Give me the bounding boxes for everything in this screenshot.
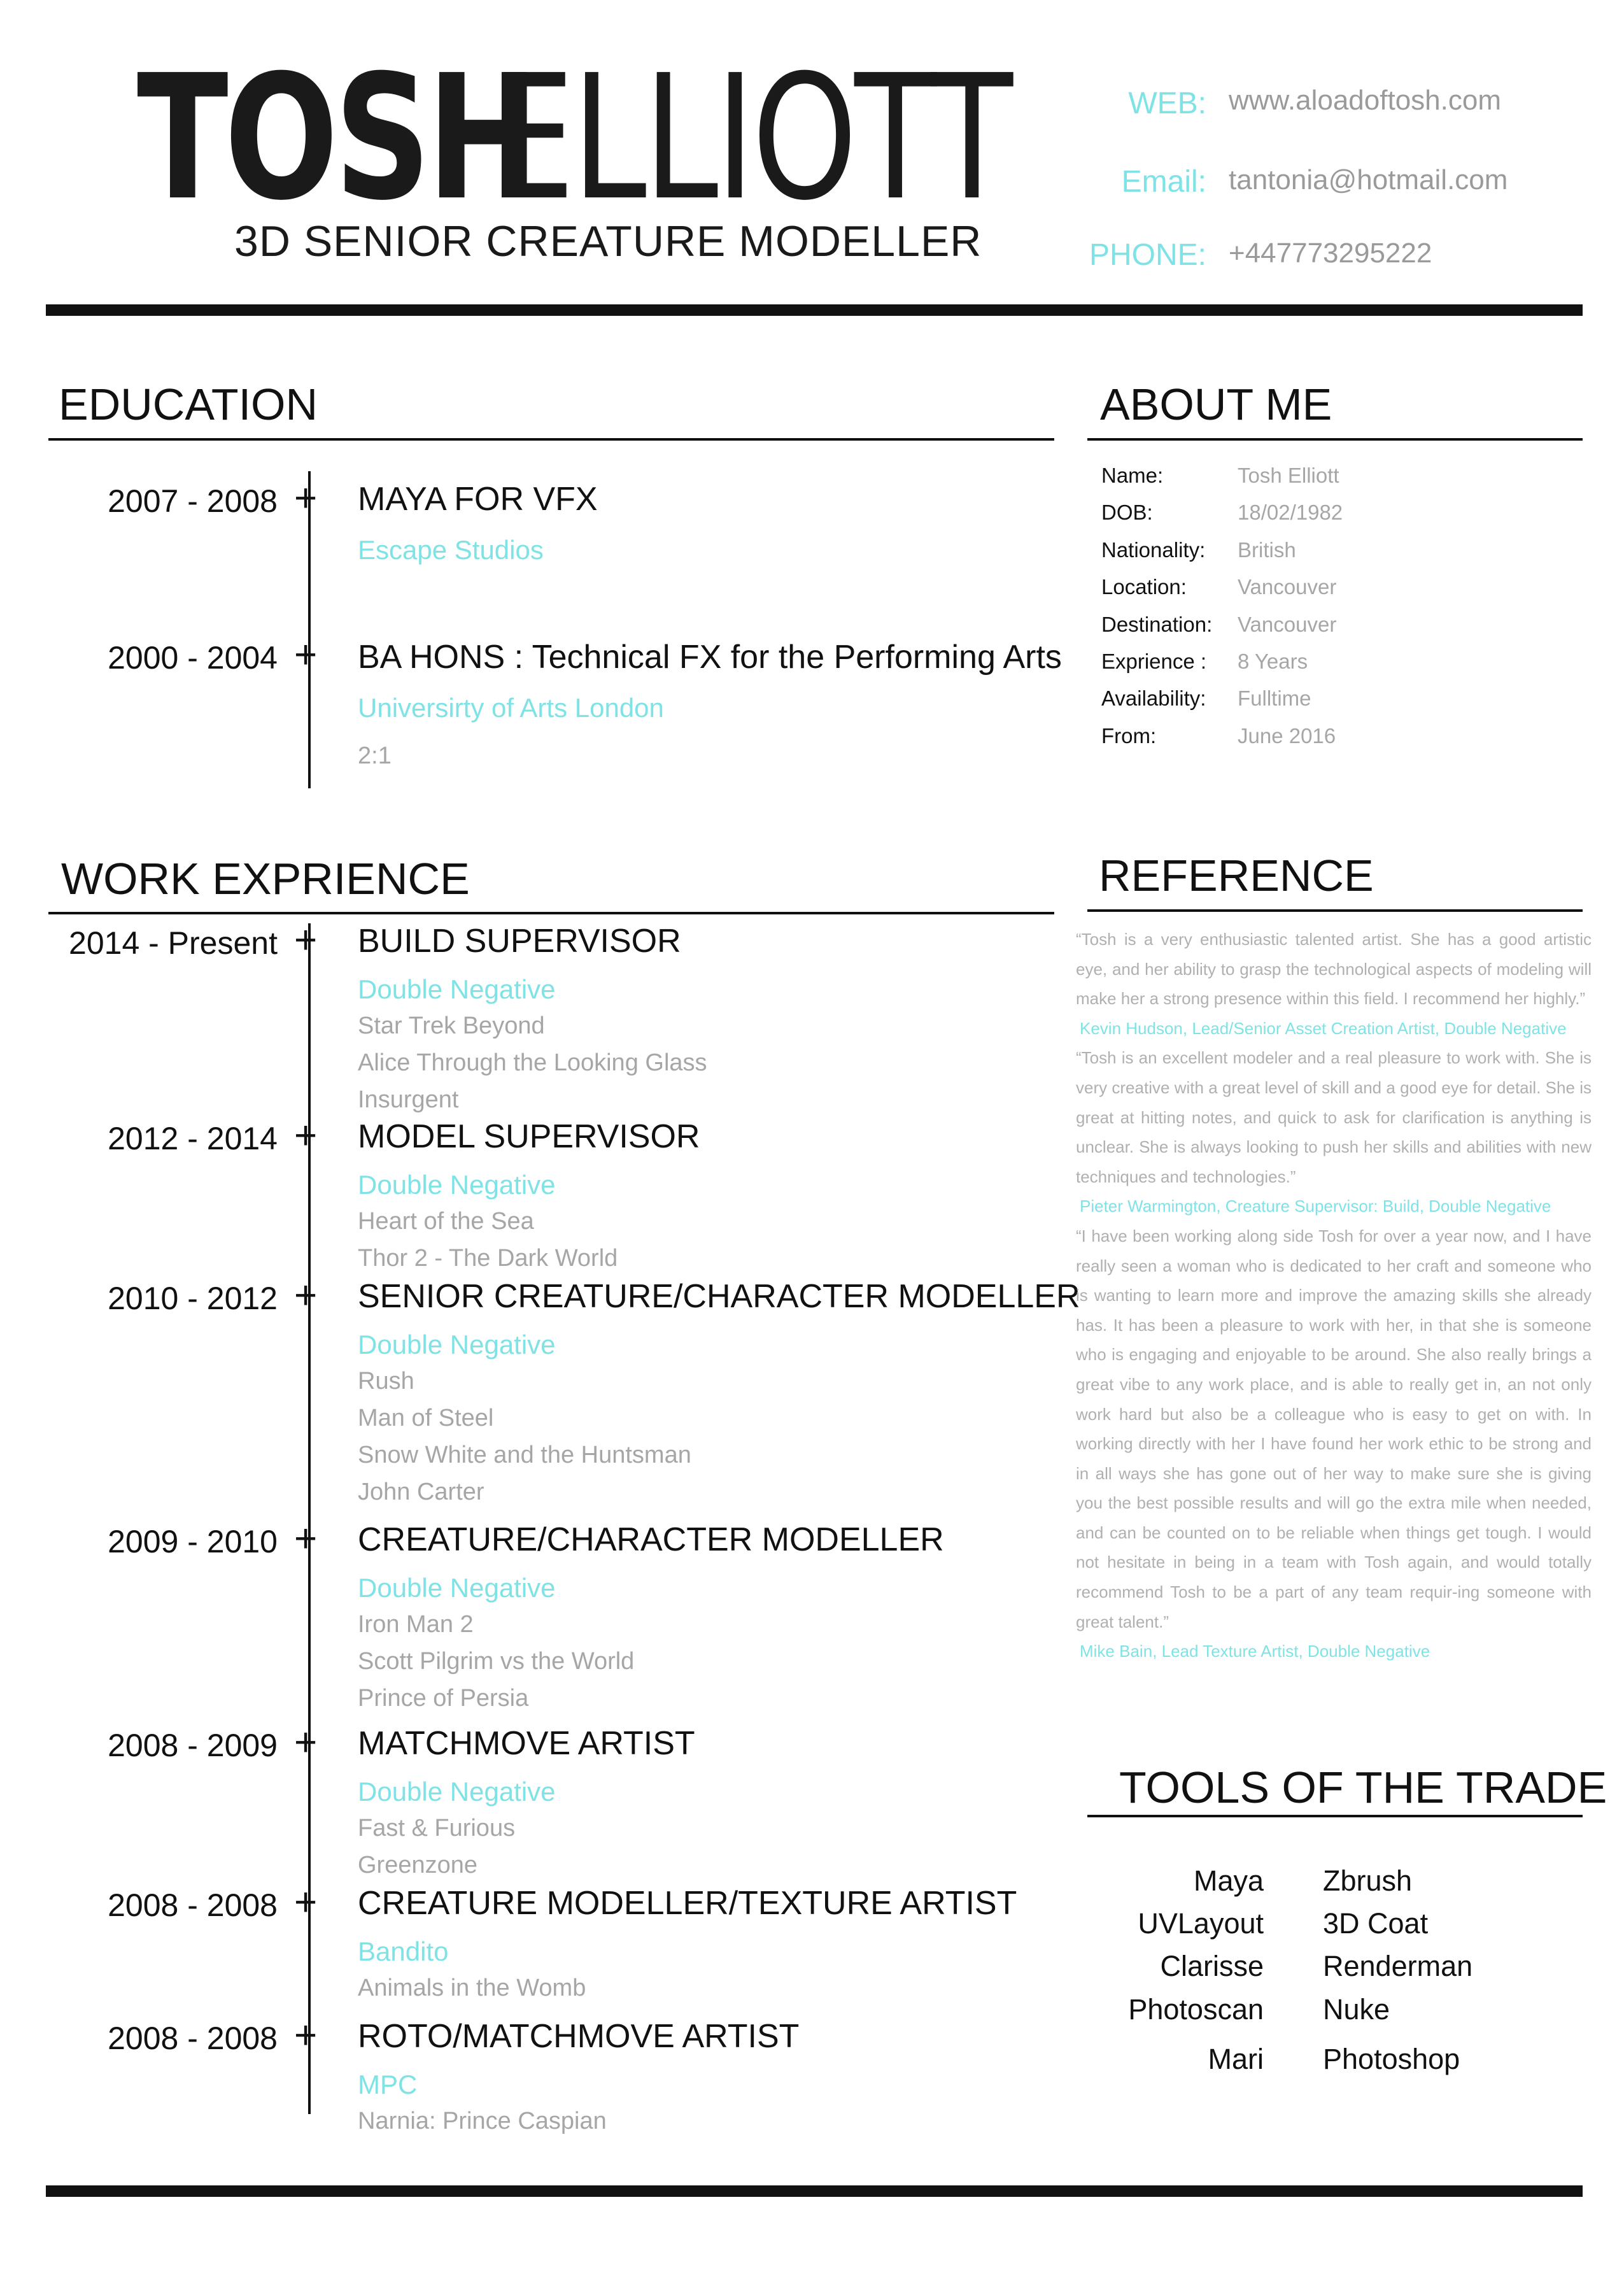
about-value: Vancouver — [1238, 612, 1337, 636]
tool-name: Clarisse — [1160, 1950, 1264, 1982]
about-label: Nationality: — [1101, 537, 1206, 562]
about-value: June 2016 — [1238, 723, 1336, 748]
work-project: Rush — [358, 1368, 414, 1395]
work-project: Prince of Persia — [358, 1685, 529, 1712]
reference-heading: REFERENCE — [1099, 851, 1374, 900]
web-value[interactable]: www.aloadoftosh.com — [1229, 85, 1501, 116]
tool-name: Nuke — [1323, 1993, 1390, 2026]
work-dates: 2012 - 2014 — [108, 1121, 278, 1156]
reference-list — [1076, 925, 1592, 1666]
about-label: Availability: — [1101, 686, 1206, 711]
work-project: Thor 2 - The Dark World — [358, 1245, 618, 1272]
work-project: Iron Man 2 — [358, 1611, 474, 1638]
email-label: Email: — [1121, 165, 1206, 199]
reference-quote: “I have been working along side Tosh for over a year now, and I have really seen a woman who is dedicated to her craft and someone who is wanting to learn more and improve the amazing skills she already has. It has been a pleasure to work with her, in that she is someone who is engaging and enjoyable to be around. She also really brings a great vibe to any work place, and is able to really get in, an not only work hard but also be a colleague who is easy to get on with. In working directly with her I have found her work ethic to be strong and in all ways she has gone out of her way to make sure she is giving you the best possible results and will go the extra mile when needed, and can be counted on to be reliable when things get tough. I would not hesitate in being in a team with Tosh again, and would totally recommend Tosh to be a part of any team requir-ing someone with great talent.” — [1076, 1226, 1592, 1631]
work-company: Bandito — [358, 1936, 449, 1966]
reference-author: Pieter Warmington, Creature Supervisor: Build, Double Negative — [1080, 1196, 1551, 1216]
tool-name: Zbrush — [1323, 1864, 1413, 1897]
work-dates: 2010 - 2012 — [108, 1281, 278, 1316]
about-rule — [1087, 438, 1583, 441]
work-title: CREATURE/CHARACTER MODELLER — [358, 1521, 944, 1558]
plus-icon: + — [294, 1274, 318, 1317]
education-dates: 2007 - 2008 — [108, 483, 278, 519]
web-label: WEB: — [1128, 87, 1206, 120]
reference-rule — [1087, 909, 1583, 912]
work-heading: WORK EXPRIENCE — [61, 854, 470, 904]
about-value: 8 Years — [1238, 650, 1308, 673]
work-dates: 2008 - 2009 — [108, 1728, 278, 1763]
about-value: British — [1238, 537, 1296, 562]
education-org: Escape Studios — [358, 535, 544, 565]
plus-icon: + — [294, 1721, 318, 1764]
education-rule — [48, 438, 1054, 441]
plus-icon: + — [294, 1880, 318, 1924]
email-value[interactable]: tantonia@hotmail.com — [1229, 164, 1508, 195]
tool-name: Photoscan — [1128, 1993, 1264, 2026]
tools-heading: TOOLS OF THE TRADE — [1119, 1763, 1607, 1812]
plus-icon: + — [294, 1114, 318, 1158]
about-heading: ABOUT ME — [1100, 380, 1332, 429]
work-project: Animals in the Womb — [358, 1975, 586, 2001]
header-divider — [46, 304, 1583, 316]
about-label: Name: — [1101, 464, 1164, 487]
work-project: Star Trek Beyond — [358, 1012, 545, 1039]
about-value: Vancouver — [1238, 575, 1337, 599]
work-project: Man of Steel — [358, 1405, 494, 1431]
work-company: Double Negative — [358, 1330, 556, 1360]
phone-label: PHONE: — [1089, 238, 1206, 272]
work-project: Narnia: Prince Caspian — [358, 2108, 607, 2134]
reference-quote: “Tosh is an excellent modeler and a real pleasure to work with. She is very creative with a great level of skill and a good eye for detail. She is great at hitting notes, and quick to ask for clarification is anything is unclear. She is always looking to push her skills and abilities with new techniques and technologies.” — [1076, 1048, 1592, 1186]
plus-icon: + — [294, 476, 318, 520]
about-value: 18/02/1982 — [1238, 501, 1343, 525]
tool-name: Mari — [1208, 2043, 1264, 2075]
work-rule — [48, 912, 1054, 914]
education-dates: 2000 - 2004 — [108, 640, 278, 676]
plus-icon: + — [294, 918, 318, 962]
work-project: Insurgent — [358, 1086, 459, 1113]
tool-name: Maya — [1193, 1864, 1264, 1897]
reference-quote: “Tosh is a very enthusiastic talented artist. She has a good artistic eye, and her ability to grasp the technological aspects of modeling will make her a strong presence within this field. I recommend her highly.” — [1076, 930, 1592, 1009]
work-project: Fast & Furious — [358, 1815, 516, 1842]
phone-value: +447773295222 — [1229, 238, 1432, 269]
tools-rule — [1087, 1815, 1583, 1817]
about-label: Location: — [1101, 575, 1187, 599]
education-title: MAYA FOR VFX — [358, 481, 598, 518]
work-company: Double Negative — [358, 1573, 556, 1603]
reference-author: Mike Bain, Lead Texture Artist, Double Negative — [1080, 1642, 1430, 1661]
work-company: Double Negative — [358, 974, 556, 1004]
work-company: MPC — [358, 2070, 418, 2099]
about-label: Exprience : — [1101, 650, 1207, 673]
work-dates: 2008 - 2008 — [108, 2020, 278, 2056]
work-title: MATCHMOVE ARTIST — [358, 1725, 695, 1762]
work-title: CREATURE MODELLER/TEXTURE ARTIST — [358, 1885, 1017, 1922]
plus-icon: + — [294, 633, 318, 677]
tool-name: UVLayout — [1138, 1907, 1264, 1940]
footer-divider — [46, 2185, 1583, 2197]
work-dates: 2014 - Present — [69, 925, 278, 961]
tool-name: Renderman — [1323, 1950, 1473, 1982]
about-label: DOB: — [1101, 501, 1153, 525]
work-project: John Carter — [358, 1479, 484, 1505]
work-company: Double Negative — [358, 1170, 556, 1200]
last-name: ELLIOTT — [490, 38, 1010, 238]
education-org: Universirty of Arts London — [358, 693, 664, 723]
first-name: TOSH — [137, 38, 535, 238]
work-dates: 2009 - 2010 — [108, 1524, 278, 1559]
work-project: Scott Pilgrim vs the World — [358, 1648, 635, 1675]
plus-icon: + — [294, 1517, 318, 1561]
about-value: Fulltime — [1238, 686, 1311, 711]
work-title: SENIOR CREATURE/CHARACTER MODELLER — [358, 1278, 1080, 1315]
work-project: Alice Through the Looking Glass — [358, 1049, 707, 1076]
tool-name: Photoshop — [1323, 2043, 1460, 2075]
work-project: Greenzone — [358, 1852, 478, 1878]
job-title: 3D SENIOR CREATURE MODELLER — [234, 217, 982, 266]
work-project: Snow White and the Huntsman — [358, 1442, 691, 1468]
work-dates: 2008 - 2008 — [108, 1887, 278, 1923]
work-title: ROTO/MATCHMOVE ARTIST — [358, 2018, 800, 2055]
reference-author: Kevin Hudson, Lead/Senior Asset Creation Artist, Double Negative — [1080, 1018, 1567, 1038]
education-title: BA HONS : Technical FX for the Performing Arts — [358, 639, 1062, 676]
work-title: MODEL SUPERVISOR — [358, 1118, 700, 1155]
education-heading: EDUCATION — [59, 380, 318, 429]
work-project: Heart of the Sea — [358, 1208, 534, 1235]
tool-name: 3D Coat — [1323, 1907, 1429, 1940]
about-label: From: — [1101, 723, 1157, 748]
plus-icon: + — [294, 2013, 318, 2057]
about-value: Tosh Elliott — [1238, 464, 1339, 487]
work-title: BUILD SUPERVISOR — [358, 923, 681, 960]
education-detail: 2:1 — [358, 742, 392, 769]
work-company: Double Negative — [358, 1777, 556, 1807]
about-label: Destination: — [1101, 612, 1213, 636]
